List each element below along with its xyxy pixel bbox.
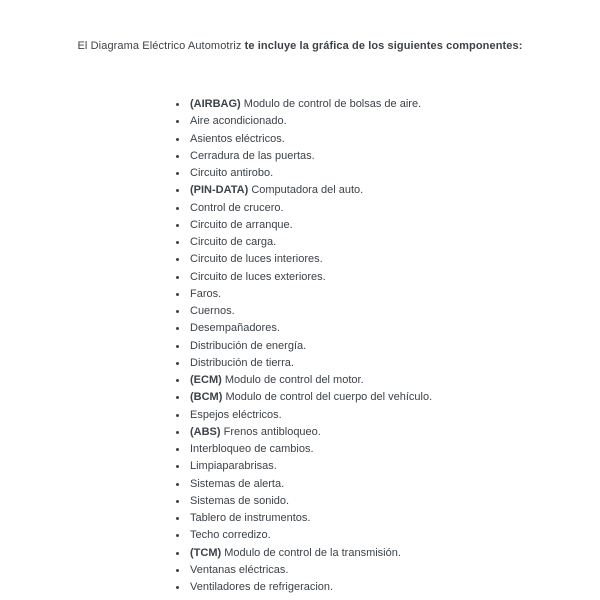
page-title — [70, 37, 530, 55]
list-item — [172, 303, 432, 320]
item-acronym: (PIN-DATA) — [190, 184, 252, 197]
item-text: Espejos eléctricos. — [190, 408, 282, 421]
item-text: Cerradura de las puertas. — [190, 149, 315, 162]
list-item — [172, 96, 432, 113]
list-item — [172, 527, 432, 544]
list-item — [172, 286, 432, 303]
item-text: Frenos antibloqueo. — [223, 425, 321, 438]
item-text: Limpiaparabrisas. — [190, 460, 277, 473]
list-item — [172, 200, 432, 217]
list-item — [172, 441, 432, 458]
list-item — [172, 234, 432, 251]
list-item — [172, 165, 432, 182]
component-list — [172, 96, 432, 596]
list-item — [172, 476, 432, 493]
list-item — [172, 458, 432, 475]
item-text: Modulo de control del cuerpo del vehículo. — [225, 391, 433, 404]
list-item — [172, 355, 432, 372]
list-item — [172, 493, 432, 510]
list-item — [172, 148, 432, 165]
item-text: Circuito antirobo. — [190, 167, 274, 179]
list-item — [172, 338, 432, 355]
item-acronym: (TCM) — [190, 546, 225, 559]
title-regular: El Diagrama Eléctrico Automotriz — [77, 40, 242, 52]
item-text: Modulo de control del motor. — [224, 374, 364, 386]
item-text: Circuito de arranque. — [190, 218, 293, 231]
title-bold: te incluye la gráfica de los siguientes componentes: — [244, 40, 523, 52]
list-item — [172, 389, 432, 406]
item-text: Ventanas eléctricas. — [190, 563, 289, 576]
item-text: Modulo de control de la transmisión. — [224, 546, 401, 559]
item-acronym: (BCM) — [190, 391, 226, 404]
item-text: Faros. — [190, 287, 222, 300]
list-item — [172, 320, 432, 337]
list-item — [172, 251, 432, 268]
list-item — [172, 182, 432, 199]
item-text: Aire acondicionado. — [190, 115, 287, 128]
item-acronym: (ECM) — [190, 374, 225, 386]
list-item — [172, 269, 432, 286]
item-text: Interbloqueo de cambios. — [190, 443, 314, 455]
item-text: Sistemas de sonido. — [190, 494, 290, 507]
item-text: Desempañadores. — [190, 322, 280, 335]
list-item — [172, 510, 432, 527]
item-text: Circuito de carga. — [190, 236, 277, 248]
list-item — [172, 217, 432, 234]
item-text: Modulo de control de bolsas de aire. — [243, 98, 422, 110]
item-text: Tablero de instrumentos. — [190, 512, 311, 524]
item-text: Circuito de luces interiores. — [190, 253, 323, 266]
item-text: Computadora del auto. — [251, 184, 364, 197]
list-item — [172, 424, 432, 441]
item-text: Ventiladores de refrigeracion. — [190, 581, 334, 593]
list-item — [172, 562, 432, 579]
list-item — [172, 372, 432, 389]
item-text: Circuito de luces exteriores. — [190, 270, 326, 283]
item-acronym: (AIRBAG) — [190, 98, 244, 110]
item-text: Cuernos. — [190, 305, 235, 317]
item-text: Techo corredizo. — [190, 529, 271, 542]
list-item — [172, 113, 432, 130]
item-text: Control de crucero. — [190, 201, 284, 214]
item-acronym: (ABS) — [190, 425, 224, 438]
item-text: Distribución de energía. — [190, 339, 307, 352]
item-text: Distribución de tierra. — [190, 356, 294, 369]
list-item — [172, 131, 432, 148]
list-item — [172, 545, 432, 562]
item-text: Sistemas de alerta. — [190, 477, 285, 490]
list-item — [172, 579, 432, 596]
item-text: Asientos eléctricos. — [190, 132, 285, 145]
list-item — [172, 407, 432, 424]
